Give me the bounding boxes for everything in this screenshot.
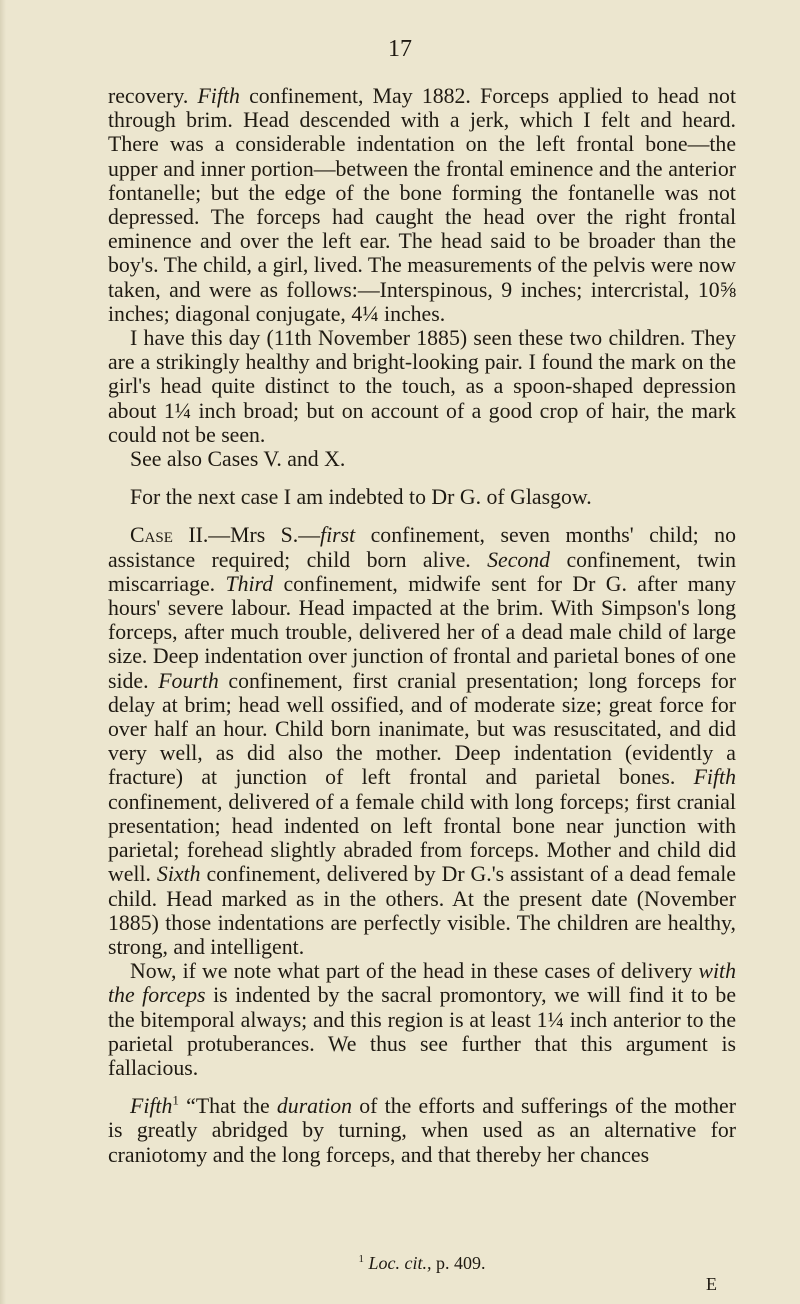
- signature-mark: E: [706, 1274, 717, 1294]
- paragraph-2: [108, 326, 736, 447]
- case-text-1: confinement, seven months' child; no assistance required; child born alive.: [108, 523, 736, 572]
- paragraph-1-italic: Fifth: [197, 84, 240, 108]
- paragraph-7-text-1: “That the: [178, 1094, 277, 1119]
- case-italic-sixth: Sixth: [156, 862, 201, 887]
- footnote-page-ref: p. 409.: [431, 1253, 486, 1273]
- paragraph-6-text-2: is indented by the sacral promontory, we will find it to be the bitemporal always; and this region is at least 1¼ inch anterior to the parietal protuberances. We thus see further that this argument is fallacious.: [108, 983, 736, 1080]
- case-text-4: confinement, first cranial presentation; long forceps for delay at brim; head well ossified, and of moderate size; great force for over half an hour. Child born inanimate, but was resuscitated, and did very well, as did also the mother. Deep indentation (evidently a fracture) at junction of left frontal and parietal bones.: [108, 668, 736, 790]
- paragraph-3: [108, 447, 736, 471]
- paragraph-7-italic-1: Fifth: [130, 1094, 173, 1119]
- footnote-citation: Loc. cit.,: [368, 1253, 432, 1273]
- case-text-2: confinement, twin miscarriage.: [108, 547, 736, 596]
- paragraph-4: [108, 485, 736, 509]
- paragraph-2-body: I have this day (11th November 1885) seen these two children. They are a strikingly healthy and bright-looking pair. I found the mark on the girl's head quite distinct to the touch, as a spoon-shaped depression about 1¼ inch broad; but on account of a good crop of hair, the mark could not be seen.: [108, 326, 736, 447]
- case-intro: —Mrs S.—: [208, 523, 321, 548]
- paragraph-1: [108, 84, 736, 326]
- footnote-mark: 1: [358, 1253, 364, 1265]
- paragraph-case-2: [108, 523, 736, 959]
- paragraph-7: [108, 1094, 736, 1167]
- footnote-reference: 1: [172, 1092, 179, 1108]
- case-italic-second: Second: [487, 547, 551, 572]
- page-number: 17: [388, 36, 412, 62]
- case-italic-fifth: Fifth: [693, 765, 736, 790]
- case-italic-third: Third: [225, 571, 274, 596]
- paragraph-6: [108, 959, 736, 1080]
- page-edge-shadow: [0, 0, 6, 1304]
- body-text: [108, 84, 736, 1167]
- footnote: [108, 1252, 736, 1274]
- paragraph-6-italic: with the forceps: [108, 959, 736, 1008]
- case-text-6: confinement, delivered by Dr G.'s assistant of a dead female child. Head marked as in the others. At the present date (November 1885) those indentations are perfectly visible. The children are healthy, strong, and intelligent.: [108, 862, 736, 959]
- case-italic-first: first: [320, 523, 356, 548]
- case-italic-fourth: Fourth: [158, 668, 219, 693]
- paragraph-4-body: For the next case I am indebted to Dr G. of Glasgow.: [130, 485, 592, 510]
- paragraph-6-text-1: Now, if we note what part of the head in these cases of delivery: [130, 959, 699, 984]
- paragraph-1-lead: recovery.: [108, 84, 198, 108]
- case-text-5: confinement, delivered of a female child with long forceps; first cranial presentation; head indented on left frontal bone near junction with parietal; forehead slightly abraded from forceps. Mother and child did well.: [108, 789, 736, 887]
- paragraph-1-body: confinement, May 1882. Forceps applied to head not through brim. Head descended with a jerk, which I felt and heard. There was a considerable indentation on the left frontal bone—the upper and inner portion—between the frontal eminence and the anterior fontanelle; but the edge of the bone forming the fontanelle was not depressed. The forceps had caught the head over the right frontal eminence and over the left ear. The head said to be broader than the boy's. The child, a girl, lived. The measurements of the pelvis were now taken, and were as follows:—Interspinous, 9 inches; intercristal, 10⅝ inches; diagonal conjugate, 4¼ inches.: [108, 84, 737, 326]
- paragraph-7-text-2: of the efforts and sufferings of the mother is greatly abridged by turning, when used as an alternative for craniotomy and the long forceps, and that thereby her chances: [108, 1094, 736, 1167]
- case-label: Case II.: [130, 523, 209, 548]
- paragraph-7-italic-2: duration: [276, 1094, 352, 1119]
- case-text-3: confinement, midwife sent for Dr G. after many hours' severe labour. Head impacted at the brim. With Simpson's long forceps, after much trouble, delivered her of a dead male child of large size. Deep indentation over junction of frontal and parietal bones of one side.: [108, 571, 736, 693]
- paragraph-3-body: See also Cases V. and X.: [130, 447, 346, 472]
